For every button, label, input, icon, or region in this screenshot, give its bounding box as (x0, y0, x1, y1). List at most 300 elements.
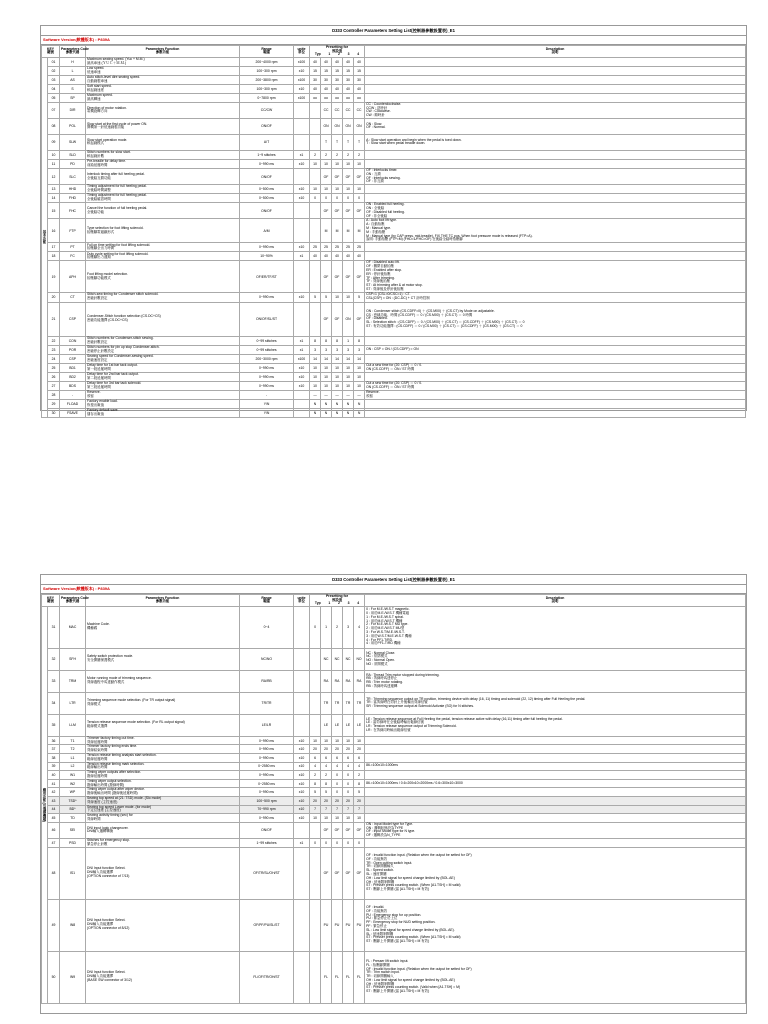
param-function-line: 軟起縫速度 (87, 87, 104, 92)
param-range: ON/OF (240, 203, 294, 219)
param-description (365, 670, 746, 692)
description-line: RB : 剪線時馬達運轉 (366, 684, 398, 689)
param-unit (294, 261, 310, 292)
preset-value: 40 (354, 252, 365, 261)
preset-value: 40 (343, 252, 354, 261)
param-function (86, 363, 240, 372)
table-row (42, 381, 746, 390)
preset-value: 0 (354, 194, 365, 203)
param-function-line: 下定位速度 (主控速度) (87, 808, 121, 813)
preset-value: T (332, 134, 343, 150)
preset-value: — (354, 390, 365, 399)
preset-value: 10 (321, 185, 332, 194)
description-line: TF : 剪線後抬壓 (366, 279, 390, 284)
param-description (365, 345, 746, 354)
preset-value: 10 (343, 159, 354, 168)
param-range: 100~300 rpm (240, 66, 294, 75)
preset-value: NC (321, 648, 332, 670)
preset-value: 0 (343, 771, 354, 780)
param-function-line: Trimmer factory timing ends time. (87, 744, 138, 749)
preset-value: 10 (354, 814, 365, 823)
param-number: 31 (48, 606, 60, 648)
param-description (365, 899, 746, 951)
description-line: A : 自動抬壓 (366, 222, 385, 227)
param-code: POL (60, 118, 86, 134)
description-line: OF : 關閉自動抬壓 (366, 264, 394, 269)
param-function-line: Condenser-Stitch function selection (CS.DC+CS) (87, 314, 161, 319)
param-function-line: Duty cycle setting for foot lifting solenoid. (87, 251, 149, 256)
sheet-title: D333 Controller Parameters Setting List(控制器參數設置表)_E1 (332, 28, 455, 33)
param-number: 42 (48, 788, 60, 797)
param-number: 40 (48, 771, 60, 780)
preset-value: N (354, 399, 365, 408)
preset-value: 10 (343, 185, 354, 194)
preset-col: 3 (347, 52, 350, 57)
param-function-line: Full on time setting for foot lifting solenoid. (87, 242, 151, 247)
preset-value: 10 (310, 381, 321, 390)
param-code: DIR (60, 102, 86, 118)
param-function-line: DNI輸入功能選擇 (87, 870, 114, 875)
description-line: 2 : For M.E./W.S.T MU type. (366, 622, 409, 627)
description-line: LR : 在剪線同時輸出鬆線信號 (366, 728, 411, 733)
param-number: 15 (48, 203, 60, 219)
param-function (86, 168, 240, 184)
description-line: ST : 壓腳上升開關 (當 [A1.TSH] = M 有效) (366, 939, 430, 944)
param-unit (294, 408, 310, 417)
preset-value: OF (332, 261, 343, 292)
preset-value: oo (332, 93, 343, 102)
param-range: NC/NO (240, 648, 294, 670)
param-function (86, 771, 240, 780)
description-line: RA : Thread Trim motor stopped during trimming. (366, 672, 440, 677)
preset-value: CC (321, 102, 332, 118)
preset-value: 3 (354, 345, 365, 354)
preset-value (310, 302, 321, 336)
description-line: 0 : 用於M.E./W.S.T 機種電磁 (366, 611, 410, 616)
param-description (365, 408, 746, 417)
param-number: 39 (48, 762, 60, 771)
header-range: Range 範圍 (240, 595, 294, 607)
table-row (42, 185, 746, 194)
preset-value: 40 (321, 84, 332, 93)
preset-value: OF (332, 822, 343, 838)
preset-value (310, 692, 321, 714)
preset-value: 10 (332, 814, 343, 823)
description-line: A : Slow start operation and begin when the pedal is toed down. (366, 137, 462, 142)
param-code: PD (60, 159, 86, 168)
param-function-line: Timing wiper output selection. (87, 778, 132, 783)
param-number: 28 (48, 390, 60, 399)
parameter-sheet-1 (40, 25, 747, 416)
preset-value: 20 (343, 796, 354, 805)
preset-value: M (354, 219, 365, 243)
sheet-title-row (41, 26, 746, 36)
preset-value: oo (343, 93, 354, 102)
param-function (86, 134, 240, 150)
preset-value: 3 (343, 345, 354, 354)
param-range: 0~99 stitches (240, 336, 294, 345)
param-function-line: Type selection for foot lifting solenoid. (87, 226, 144, 231)
preset-value: 8 (310, 779, 321, 788)
param-function (86, 219, 240, 243)
table-row (42, 805, 746, 814)
param-number: 07 (48, 102, 60, 118)
param-code: IN8 (60, 899, 86, 951)
param-description (365, 57, 746, 66)
param-code: TD (60, 814, 86, 823)
param-function-line: 密縫速度設定 (87, 357, 108, 362)
table-row (42, 399, 746, 408)
param-range: Y/N (240, 408, 294, 417)
param-function (86, 814, 240, 823)
preset-value (310, 219, 321, 243)
table-row (42, 390, 746, 399)
preset-value: 7 (354, 805, 365, 814)
param-range: ON/OF (240, 118, 294, 134)
description-line: FL : Presser lift switch input. (366, 958, 409, 963)
param-unit: x100 (294, 75, 310, 84)
description-line: 86.=100x10=1000ms / 0.6=200x10=2000ms / 0.6=300x10=3000 (366, 780, 463, 785)
param-unit: x1 (294, 150, 310, 159)
preset-value: 25 (354, 243, 365, 252)
param-unit (294, 951, 310, 1003)
param-range: Y/N (240, 399, 294, 408)
param-function-line: Delay time for 1st bar tack output. (87, 362, 138, 367)
param-function-line: Delay time for 2nd bar tack output. (87, 371, 139, 376)
param-function-line: 剪線速度 (主控速度) (87, 799, 118, 804)
preset-value: TR (321, 692, 332, 714)
param-number: 17 (48, 243, 60, 252)
description-line: ER : Enabled after stop. (366, 267, 403, 272)
table-row (42, 771, 746, 780)
description-line: ER : 停針後抬壓 (366, 271, 391, 276)
param-number: 47 (48, 838, 60, 847)
param-range: A/T (240, 134, 294, 150)
param-function-line: Factory default save. (87, 407, 119, 412)
param-code: IN9 (60, 951, 86, 1003)
description-line: OF : Normal. (366, 125, 386, 130)
description-line: PF : 緊急停止 (366, 924, 387, 928)
preset-col: 1 (328, 52, 331, 57)
param-function-line: Sewing speed for Condenser-sewing speed. (87, 353, 154, 358)
preset-value: 10 (343, 381, 354, 390)
param-function (86, 899, 240, 951)
param-description (365, 372, 746, 381)
description-line: CW : Clockwise. (366, 109, 391, 114)
param-unit: x10 (294, 381, 310, 390)
table-row (42, 648, 746, 670)
param-number: 11 (48, 159, 60, 168)
table-row (42, 762, 746, 771)
param-function-line: Maximum speed. (87, 92, 113, 97)
param-description (365, 66, 746, 75)
param-number: 19 (48, 261, 60, 292)
description-line: TR : Trimming sequence output on TR position, trimming device with delay (16, 11) timing and solenoid (22, 12) timing after Full Heeling the pedal. (366, 696, 586, 701)
description-line: NC : Normal Close. (366, 650, 396, 655)
preset-value: 0 (321, 838, 332, 847)
param-unit: x10 (294, 779, 310, 788)
param-function-line: 低速車速 (87, 69, 101, 74)
preset-value: OF (321, 847, 332, 899)
table-row (42, 408, 746, 417)
preset-col: 4 (357, 601, 360, 606)
description-line: ON : 全後踏 (366, 205, 385, 210)
param-function-line: 最高轉速 (87, 96, 101, 101)
preset-value: 10 (310, 372, 321, 381)
description-line: TR : 切線開關輸入 (366, 974, 394, 979)
preset-value: 5 (321, 292, 332, 302)
param-description (365, 606, 746, 648)
param-range: FL/OF/TR/OH/ST (240, 951, 294, 1003)
param-range: 0~990 ms (240, 372, 294, 381)
param-number: 33 (48, 670, 60, 692)
param-function (86, 194, 240, 203)
preset-value: 3 (321, 345, 332, 354)
param-code: FHD (60, 194, 86, 203)
param-code: - (60, 390, 86, 399)
param-unit: x10 (294, 745, 310, 754)
param-description (365, 134, 746, 150)
param-function-line: Tension release sequence mode selection. (For RL output signal) (87, 720, 185, 725)
preset-value: 7 (321, 805, 332, 814)
param-function (86, 399, 240, 408)
param-code: W1 (60, 771, 86, 780)
param-function-line: 密縫針數設定 (87, 296, 108, 301)
param-range: TR/TR (240, 692, 294, 714)
preset-col: 1 (328, 601, 331, 606)
param-function (86, 847, 240, 899)
description-line: NO : 常開模式 (366, 662, 388, 667)
param-function-line: (OPTION connector of 8/12) (87, 925, 130, 930)
param-function-line: 全後踏功能 (87, 209, 104, 214)
preset-value: 7 (343, 805, 354, 814)
preset-value: 40 (343, 57, 354, 66)
preset-value: TR (332, 692, 343, 714)
preset-value: 40 (332, 57, 343, 66)
preset-value: 25 (310, 243, 321, 252)
param-range: 0~990 ms (240, 159, 294, 168)
param-function-line: Slow start operation mode. (87, 137, 128, 142)
preset-value: 30 (321, 75, 332, 84)
param-number: 23 (48, 345, 60, 354)
param-function-line: 抬壓腳電磁鐵形式 (87, 229, 115, 234)
description-line: ON (CS.CDFF) ＝ ON / ST 時間 (366, 366, 415, 371)
preset-value: FL (354, 951, 365, 1003)
description-line: ST : At trimming after & at motor stop. (366, 283, 423, 288)
param-description (365, 805, 746, 814)
preset-value: 20 (354, 745, 365, 754)
description-line: 2 : 用於M.E./W.S.T MU型 (366, 626, 405, 631)
param-description (365, 399, 746, 408)
description-line: OF : Disabled auto lift. (366, 260, 400, 265)
description-line: ON : Input Model type for Type. (366, 821, 414, 826)
table-row (42, 292, 746, 302)
param-function-line: 機種碼 (87, 626, 98, 631)
param-number: 44 (48, 805, 60, 814)
preset-value: OF (343, 203, 354, 219)
param-code: SFH (60, 648, 86, 670)
param-function-line: 第二段延遲時間 (87, 375, 111, 380)
param-function-line: Delay time for 3rd bar tack solenoid. (87, 380, 142, 385)
description-line: OF : Disabled full heeling. (366, 209, 405, 214)
preset-value: 7 (310, 805, 321, 814)
parameter-table (41, 45, 746, 418)
param-description (365, 745, 746, 754)
preset-value: RA (354, 670, 365, 692)
preset-value: 10 (310, 736, 321, 745)
param-range: 0~990 ms (240, 381, 294, 390)
description-line: ST : Presser press counting switch. (When [A1.TSH] = M valid) (366, 883, 461, 888)
description-line: ON : Slow. (366, 121, 383, 126)
preset-value: 0 (310, 838, 321, 847)
param-function-line: 剪線時間 (87, 816, 101, 821)
param-function (86, 118, 240, 134)
preset-value: N (321, 399, 332, 408)
description-line: CS : 密縫功能、時間 (CS.CDFF) ＝ 0 / (CS.M00) ＋ (CS.CT) ＝ 0 時間 (366, 312, 473, 317)
table-header-row (42, 595, 746, 607)
description-line: CC : Counterclockwise. (366, 101, 402, 106)
param-unit (294, 606, 310, 648)
param-function-line: Soft start speed. (87, 83, 112, 88)
param-code: S (60, 84, 86, 93)
preset-value: 2 (332, 150, 343, 159)
param-function (86, 292, 240, 302)
param-number: 45 (48, 814, 60, 823)
table-row (42, 336, 746, 345)
param-unit: x1 (294, 345, 310, 354)
table-row (42, 219, 746, 243)
param-code: CON (60, 336, 86, 345)
param-number: 02 (48, 66, 60, 75)
param-code: L2 (60, 762, 86, 771)
preset-value: OF (354, 847, 365, 899)
preset-value: N (332, 399, 343, 408)
preset-value: 10 (343, 372, 354, 381)
description-line: OH : Low limit signal for speed change limited by (BOL.AE) (366, 977, 455, 982)
table-row (42, 838, 746, 847)
preset-value: 30 (354, 75, 365, 84)
param-number: 34 (48, 692, 60, 714)
param-description (365, 185, 746, 194)
table-row (42, 847, 746, 899)
param-unit: x10 (294, 736, 310, 745)
preset-value: M (332, 219, 343, 243)
description-line: Cut a sew time for (20: CSP) ＝ 0 / 0. (366, 362, 423, 367)
preset-value: 4 (332, 762, 343, 771)
preset-value: OF (354, 168, 365, 184)
preset-value: LE (343, 714, 354, 736)
preset-col: 2 (338, 52, 340, 57)
param-number: 41 (48, 779, 60, 788)
description-line: ST : Presser press counting switch. (Valid when [A1.TSH] = M) (366, 985, 461, 990)
param-number: 04 (48, 84, 60, 93)
param-number: 46 (48, 822, 60, 838)
preset-value: 0 (343, 838, 354, 847)
description-line: OF : Interlocks timer. (366, 167, 398, 172)
param-description (365, 753, 746, 762)
param-code: CT (60, 292, 86, 302)
preset-value: FL (343, 951, 354, 1003)
param-unit: x10 (294, 292, 310, 302)
param-function-line: Stitch numbers for Condenser-stitch sewing. (87, 335, 154, 340)
preset-col: Typ (314, 52, 321, 57)
preset-value: 10 (310, 159, 321, 168)
table-row (42, 134, 746, 150)
param-range: 0~2550 ms (240, 762, 294, 771)
preset-value: 6 (321, 753, 332, 762)
preset-value: 30 (332, 75, 343, 84)
parameter-table (41, 594, 746, 1004)
description-line: ST : Presser press counting switch. (When [A1.TSH] = M valid) (366, 935, 461, 940)
param-function-line: DNI輸入邏輯轉換 (87, 829, 114, 834)
table-body (42, 606, 746, 1003)
param-function-line: 密縫針數設定 (87, 339, 108, 344)
preset-value: 4 (343, 762, 354, 771)
preset-value: 10 (354, 372, 365, 381)
description-line: OF : Invalid function input. (Relation when the output be setted for OF) (366, 966, 472, 971)
preset-value: 0 (332, 779, 343, 788)
preset-value: 10 (332, 372, 343, 381)
param-range: 0~990 ms (240, 292, 294, 302)
param-range: ON/OF (240, 822, 294, 838)
param-function-line: Low speed. (87, 65, 105, 70)
preset-value: N (321, 408, 332, 417)
param-description (365, 150, 746, 159)
description-line: 86.=100x10=1000ms (366, 763, 398, 768)
description-line: 說明: 手動抬壓 (FTP=M) (FHD=1/FHC=OF) 在後踏全踏時抬壓腳 (366, 237, 463, 242)
preset-value: FL (332, 951, 343, 1003)
preset-value (310, 822, 321, 838)
param-range: ON/OF/SL/ST (240, 302, 294, 336)
param-range: 200~4000 rpm (240, 57, 294, 66)
param-unit: x1 (294, 336, 310, 345)
param-function (86, 606, 240, 648)
preset-value: 20 (332, 796, 343, 805)
param-unit: x1 (294, 838, 310, 847)
param-code: FHC (60, 203, 86, 219)
section-label: 基本功能 (42, 57, 48, 417)
param-unit (294, 899, 310, 951)
param-range: 0~500 ms (240, 194, 294, 203)
preset-value: LE (321, 714, 332, 736)
param-code: TSD* (60, 796, 86, 805)
param-function-line: Pre-treadle for delay time. (87, 159, 127, 164)
description-line: M : Manual type. (366, 226, 392, 231)
param-function-line: DNI輸入功能選擇 (87, 922, 114, 927)
preset-value: OF (332, 168, 343, 184)
param-unit (294, 648, 310, 670)
param-range: A/M (240, 219, 294, 243)
preset-value: OF (343, 822, 354, 838)
preset-value: OF (354, 261, 365, 292)
table-row (42, 736, 746, 745)
preset-value: N (343, 399, 354, 408)
param-function (86, 302, 240, 336)
param-description (365, 93, 746, 102)
param-function (86, 838, 240, 847)
description-line: SL : 低速限制開關 (366, 931, 394, 936)
preset-value: OF (354, 203, 365, 219)
preset-value: 0 (343, 194, 354, 203)
description-line: TR : Trim switch input. (366, 970, 400, 975)
description-line: ST : 壓腳上升開關 (當 [A1.TSH] = M 有效) (366, 989, 430, 994)
preset-value: 10 (321, 159, 332, 168)
param-function (86, 354, 240, 363)
param-function (86, 336, 240, 345)
parameter-sheet-2 (40, 574, 747, 1014)
param-number: 08 (48, 118, 60, 134)
param-function-line: DNI Input function Select. (87, 918, 126, 923)
